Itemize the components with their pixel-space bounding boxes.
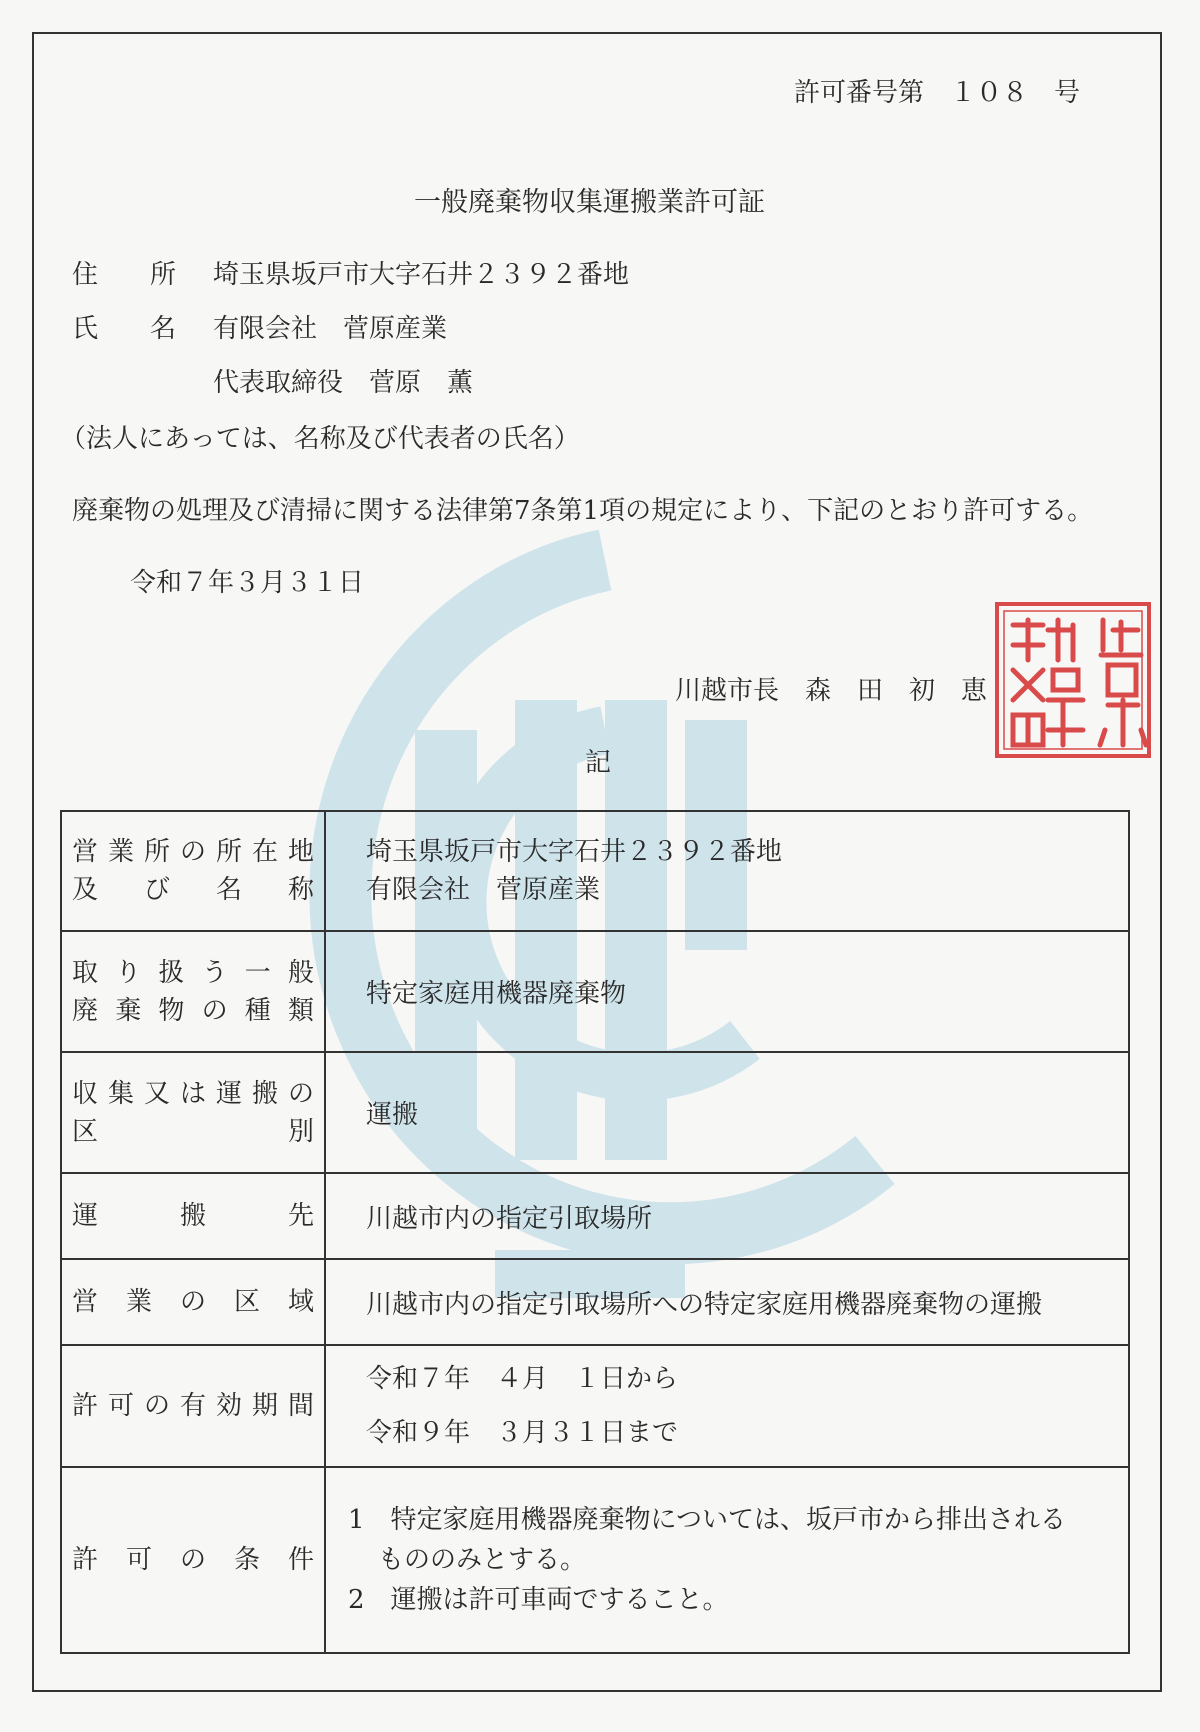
dest-label-cell xyxy=(61,1173,325,1259)
certificate-title: 一般廃棄物収集運搬業許可証 xyxy=(414,187,765,218)
type-label-cell xyxy=(61,1052,325,1173)
cond-label-cell xyxy=(61,1467,325,1653)
area-label-cell xyxy=(61,1259,325,1345)
waste-label-1: 取り扱う一般 xyxy=(72,957,314,988)
permit-number: 許可番号第 １０８ 号 xyxy=(793,78,1080,108)
period-from: 令和７年 ４月 １日から xyxy=(366,1364,679,1394)
company-name: 有限会社 菅原産業 xyxy=(213,314,448,344)
waste-label-cell xyxy=(61,931,325,1052)
name-label: 氏 名 xyxy=(72,314,177,344)
table-row xyxy=(61,931,1129,1052)
table-row xyxy=(61,1259,1129,1345)
period-label-cell xyxy=(61,1345,325,1467)
corporation-note: （法人にあっては、名称及び代表者の氏名） xyxy=(60,424,580,454)
conditions-cell xyxy=(325,1467,1129,1653)
waste-label-2: 廃棄物の種類 xyxy=(72,995,314,1026)
area-label: 営業の区域 xyxy=(72,1287,314,1317)
type-label-1: 収集又は運搬の xyxy=(72,1078,314,1109)
permit-statement: 廃棄物の処理及び清掃に関する法律第7条第1項の規定により、下記のとおり許可する。 xyxy=(72,496,1094,526)
address-label: 住 所 xyxy=(72,260,177,290)
condition-2: 2 運搬は許可車両ですること。 xyxy=(348,1585,729,1615)
table-row xyxy=(61,1467,1129,1653)
table-row xyxy=(61,1173,1129,1259)
permit-details-table xyxy=(60,810,1130,1654)
table-row xyxy=(61,1345,1129,1467)
period-to: 令和９年 ３月３１日まで xyxy=(366,1418,679,1448)
condition-1: 1 特定家庭用機器廃棄物については、坂戸市から排出される xyxy=(348,1505,1067,1535)
type-value: 運搬 xyxy=(325,1052,1129,1173)
office-company: 有限会社 菅原産業 xyxy=(366,875,601,905)
table-row xyxy=(61,811,1129,931)
waste-value: 特定家庭用機器廃棄物 xyxy=(325,931,1129,1052)
address-value: 埼玉県坂戸市大字石井２３９２番地 xyxy=(213,260,630,290)
official-seal-stamp xyxy=(993,600,1153,760)
period-label: 許可の有効期間 xyxy=(72,1391,314,1421)
ki-heading: 記 xyxy=(585,748,612,778)
office-value-cell xyxy=(325,811,1129,931)
period-value-cell xyxy=(325,1345,1129,1467)
type-label-2: 区 別 xyxy=(72,1116,314,1147)
table-row xyxy=(61,1052,1129,1173)
area-value: 川越市内の指定引取場所への特定家庭用機器廃棄物の運搬 xyxy=(325,1259,1129,1345)
condition-1-continued: もののみとする。 xyxy=(378,1545,587,1575)
office-label-cell xyxy=(61,811,325,931)
office-label-1: 営業所の所在地 xyxy=(72,837,314,867)
representative-name: 代表取締役 菅原 薫 xyxy=(213,368,474,398)
dest-value: 川越市内の指定引取場所 xyxy=(325,1173,1129,1259)
office-address: 埼玉県坂戸市大字石井２３９２番地 xyxy=(366,837,783,867)
office-label-2: 及 び 名 称 xyxy=(72,875,314,905)
cond-label: 許可の条件 xyxy=(72,1545,314,1575)
issuer-name: 川越市長 森 田 初 恵 xyxy=(675,676,988,706)
dest-label: 運 搬 先 xyxy=(72,1201,314,1231)
issue-date: 令和７年３月３１日 xyxy=(130,568,365,598)
